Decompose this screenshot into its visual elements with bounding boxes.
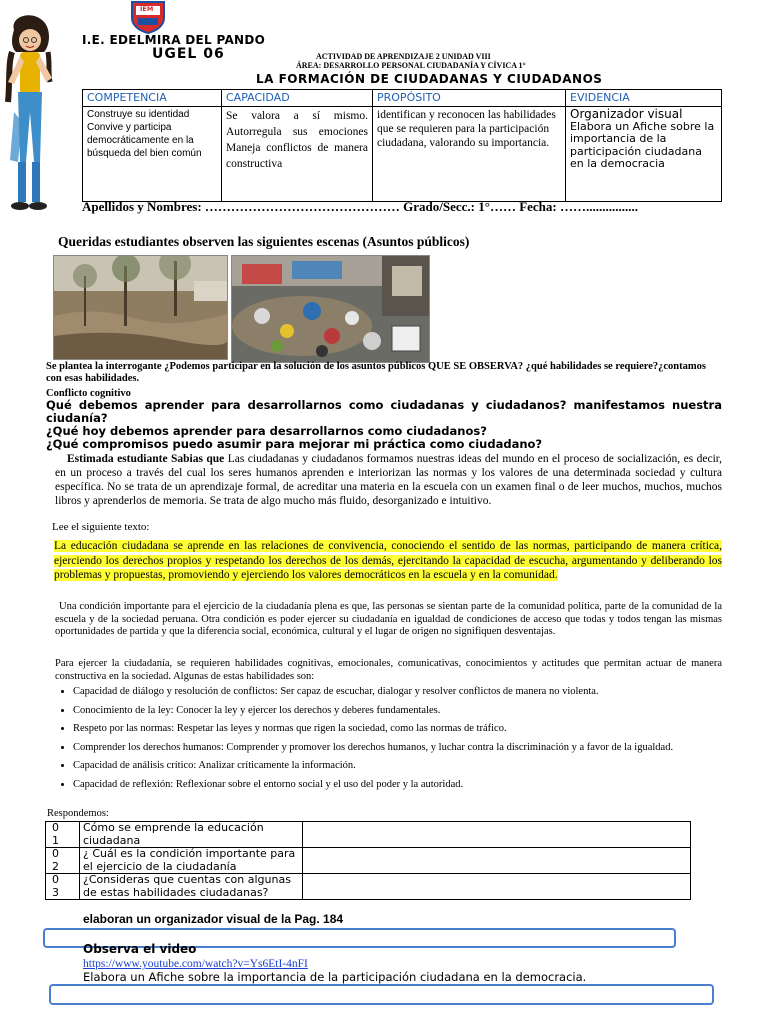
- competencies-table: [82, 89, 722, 202]
- answer-box-2[interactable]: [49, 984, 714, 1005]
- table-row: [46, 848, 691, 874]
- question-1: Qué debemos aprender para desarrollarnos como ciudadanas y ciudadanos? manifestamos nuestra ciudanía?: [46, 398, 722, 425]
- row-question: Cómo se emprende la educación ciudadana: [80, 822, 303, 848]
- answer-cell[interactable]: [303, 874, 691, 900]
- activity-label: ACTIVIDAD DE APRENDIZAJE 2 UNIDAD VIII: [316, 52, 491, 61]
- sabias-paragraph: [55, 452, 722, 508]
- cell-competencia: Construye su identidad Convive y participa democráticamente en la búsqueda del bien común: [83, 107, 222, 202]
- sabias-text: Las ciudadanas y ciudadanos formamos nuestras ideas del mundo en el proceso de socialización, es decir, en un proceso a través del cual los seres humanos aprenden e interiorizan las normas y los valores de una determinada sociedad y cultura específica. No se trata de un aprendizaje formal, de acreditar una materia en la escuela con un examen final o de leer muchos, muchos, muchos libros y aprenderlos de memoria. Se trata de algo mucho más fluido, desorganizado e intuitivo.: [55, 453, 723, 507]
- table-row: [46, 822, 691, 848]
- row-question: ¿ Cuál es la condición importante para el ejercicio de la ciudadanía: [80, 848, 303, 874]
- answer-cell[interactable]: [303, 848, 691, 874]
- conflicto-label: Conflicto cognitivo: [46, 388, 131, 399]
- area-label: ÁREA: DESARROLLO PERSONAL CIUDADANÍA Y CÍVICA 1°: [296, 61, 526, 70]
- answer-cell[interactable]: [303, 822, 691, 848]
- school-name: I.E. EDELMIRA DEL PANDO: [82, 33, 266, 47]
- cell-proposito: identifican y reconocen las habilidades que se requieren para la participación ciudadana, valorando su importancia.: [373, 107, 566, 202]
- list-item: • Capacidad de análisis crítico: Analizar críticamente la información.: [73, 760, 740, 773]
- video-link[interactable]: https://www.youtube.com/watch?v=Ys6EtI-4nFI: [83, 958, 308, 970]
- task-poster: Elabora un Afiche sobre la importancia de la participación ciudadana en la democracia.: [83, 970, 587, 984]
- list-item: • Respeto por las normas: Respetar las leyes y normas que rigen la sociedad, como las normas de tráfico.: [73, 723, 740, 736]
- sabias-lead: Estimada estudiante Sabias que: [67, 453, 225, 465]
- garbage-street-photo: [231, 255, 430, 363]
- row-number: 0 3: [46, 874, 80, 900]
- question-2: ¿Qué hoy debemos aprender para desarrollarnos como ciudadanos?: [46, 424, 487, 438]
- row-question: ¿Consideras que cuentas con algunas de estas habilidades ciudadanas?: [80, 874, 303, 900]
- key-questions: [46, 399, 722, 451]
- page-title: LA FORMACIÓN DE CIUDADANAS Y CIUDADANOS: [256, 72, 603, 86]
- skills-list: [55, 686, 740, 797]
- lee-label: Lee el siguiente texto:: [52, 521, 150, 533]
- evidencia-title: Organizador visual: [570, 107, 683, 121]
- list-item: • Capacidad de reflexión: Reflexionar sobre el entorno social y el uso del poder y la autoridad.: [73, 779, 740, 792]
- dry-park-photo: [53, 255, 228, 360]
- row-number: 0 2: [46, 848, 80, 874]
- highlighted-paragraph: [54, 539, 722, 583]
- question-3: ¿Qué compromisos puedo asumir para mejorar mi práctica como ciudadano?: [46, 437, 543, 451]
- ugel-label: UGEL 06: [152, 46, 225, 62]
- table-row: [46, 874, 691, 900]
- plantea-text: Se plantea la interrogante ¿Podemos participar en la solución de los asuntos públicos QUE SE OBSERVA? ¿qué habilidades se requiere?¿contamos con esas habilidades.: [46, 361, 706, 384]
- highlighted-text: La educación ciudadana se aprende en las relaciones de convivencia, conociendo el sentido de las normas, participando de manera crítica, ejerciendo los derechos propios y respetando los derechos de los demás, ejercitando la capacidad de escucha, argumentando y deliberando los problemas y propuestas, promoviendo y ejerciendo los valores democráticos en la escuela y en la comunidad.: [54, 540, 722, 581]
- list-item: • Conocimiento de la ley: Conocer la ley y ejercer los derechos y deberes fundamentales.: [73, 705, 740, 718]
- condition-paragraph: Una condición importante para el ejercicio de la ciudadanía plena es que, las personas se sientan parte de la comunidad política, parte de la comunidad de la escuela y de la sociedad peruana. Otra condición es poder ejercer su ciudadanía en igualdad de condiciones de acceso que todas y todos tengan las mismas oportunidades de partida y que la diferencia social, económica, cultural y el lugar de origen no signifiquen desventajas.: [55, 601, 722, 637]
- header-proposito: PROPÓSITO: [373, 90, 566, 107]
- student-girl-illustration: [0, 12, 60, 217]
- header-competencia: COMPETENCIA: [83, 90, 222, 107]
- respondemos-label: Respondemos:: [47, 808, 109, 819]
- header-capacidad: CAPACIDAD: [222, 90, 373, 107]
- cell-capacidad: Se valora a sí mismo. Autorregula sus emociones Maneja conflictos de manera constructiva: [222, 107, 373, 202]
- row-number: 0 1: [46, 822, 80, 848]
- intro-text: Queridas estudiantes observen las siguientes escenas (Asuntos públicos): [58, 234, 470, 249]
- list-item: • Comprender los derechos humanos: Comprender y promover los derechos humanos, y luchar contra la discriminación y a favor de la igualdad.: [73, 742, 740, 755]
- list-item: • Capacidad de diálogo y resolución de conflictos: Ser capaz de escuchar, dialogar y resolver conflictos de manera no violenta.: [73, 686, 740, 699]
- evidencia-text: Elabora un Afiche sobre la importancia de la participación ciudadana en la democracia: [570, 119, 715, 170]
- header-evidencia: EVIDENCIA: [566, 90, 722, 107]
- school-logo-text: IEM: [140, 5, 154, 13]
- student-info-line: Apellidos y Nombres: ……………………………………… Grado/Secc.: 1°…… Fecha: ……................: [82, 199, 638, 214]
- cell-evidencia: [566, 107, 722, 202]
- habilidades-intro: Para ejercer la ciudadanía, se requieren habilidades cognitivas, emocionales, comunicativas, conocimientos y actitudes que permitan actuar de manera constructiva en la sociedad. Algunas de estas habilidades son:: [55, 658, 722, 682]
- task-organizer: elaboran un organizador visual de la Pag. 184: [83, 912, 344, 926]
- task-video-title: Observa el video: [83, 942, 197, 956]
- answers-table: [45, 821, 691, 900]
